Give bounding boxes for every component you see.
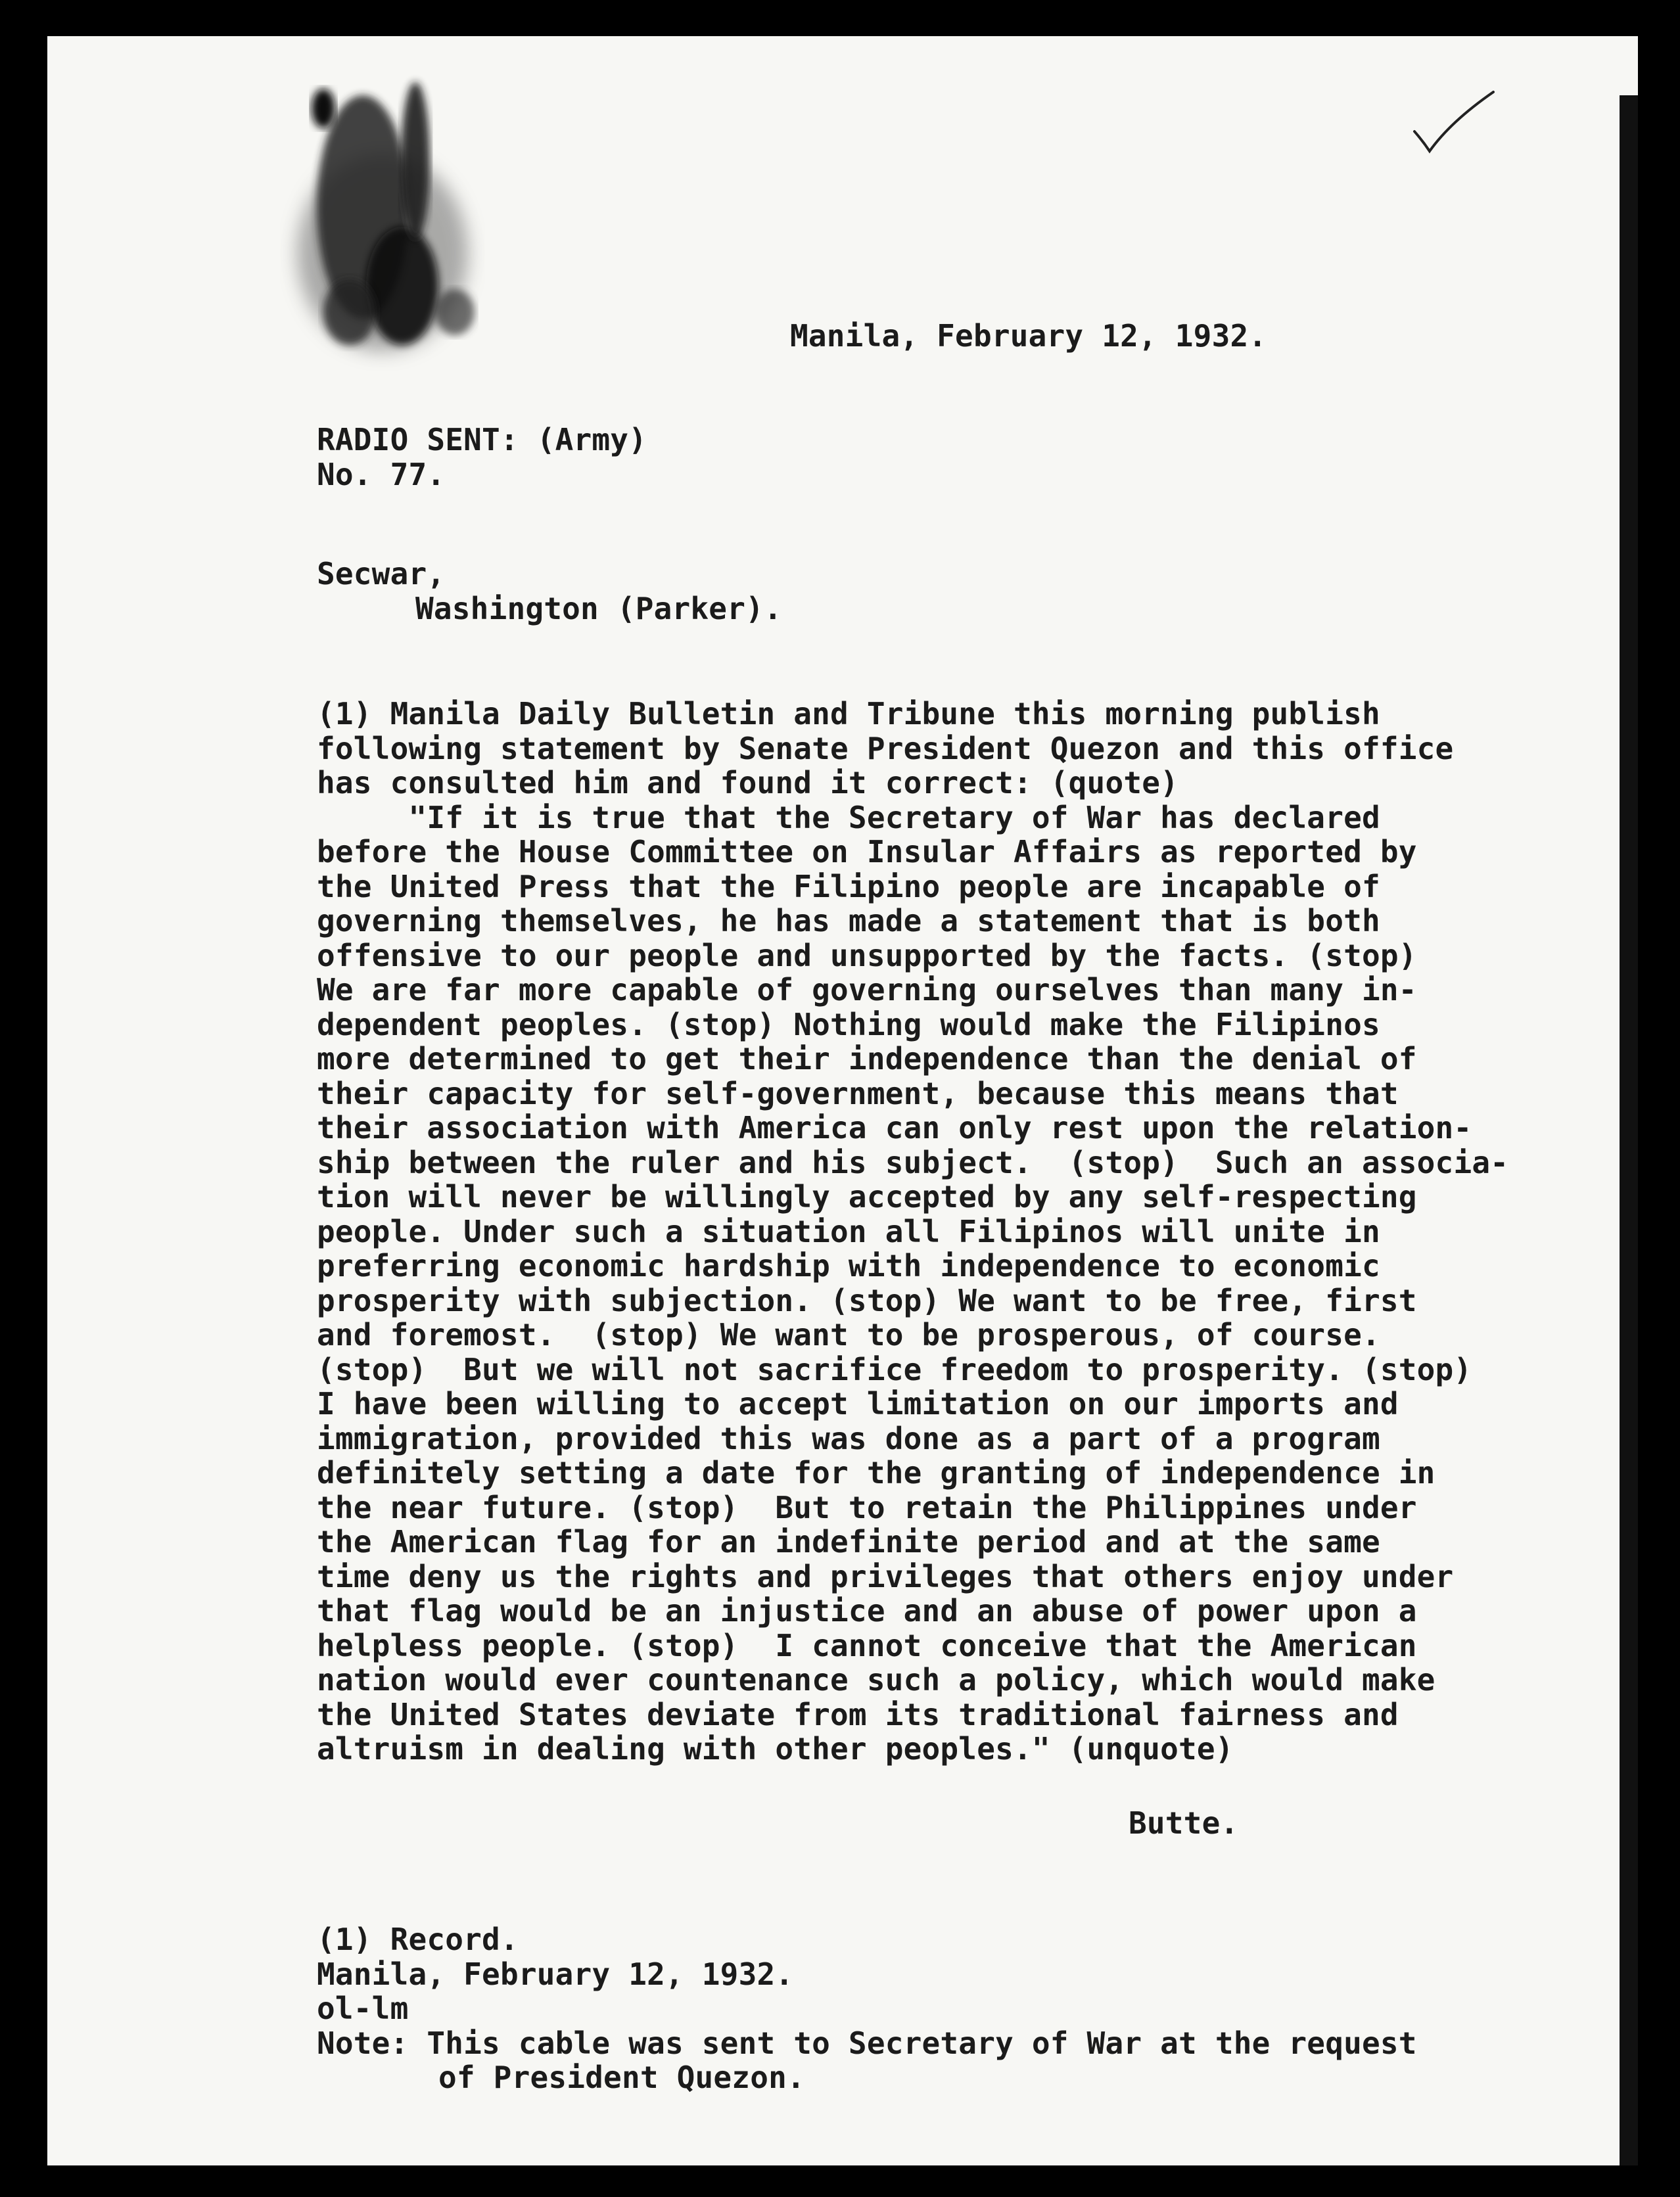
message-body: [317, 697, 1508, 1767]
body-line: prosperity with subjection. (stop) We want to be free, first: [317, 1282, 1417, 1318]
body-line: and foremost. (stop) We want to be prosperous, of course.: [317, 1317, 1380, 1353]
body-line: more determined to get their independence than the denial of: [317, 1041, 1417, 1076]
letter-date: Manila, February 12, 1932.: [790, 318, 1267, 354]
radio-sent-line: RADIO SENT: (Army): [317, 422, 647, 457]
body-line: definitely setting a date for the granting of independence in: [317, 1455, 1435, 1491]
ink-stain: [245, 36, 507, 378]
message-number: No. 77.: [317, 456, 446, 492]
body-line: their association with America can only rest upon the relation-: [317, 1110, 1472, 1145]
footer-date: Manila, February 12, 1932.: [317, 1956, 794, 1992]
body-line: the United Press that the Filipino people are incapable of: [317, 868, 1380, 904]
body-line: that flag would be an injustice and an abuse of power upon a: [317, 1593, 1417, 1629]
body-line: their capacity for self-government, because this means that: [317, 1075, 1399, 1111]
signature: Butte.: [1129, 1805, 1239, 1841]
note-line-1: Note: This cable was sent to Secretary of War at the request: [317, 2025, 1417, 2061]
record-line: (1) Record.: [317, 1922, 519, 1957]
body-line: helpless people. (stop) I cannot conceive that the American: [317, 1627, 1417, 1663]
body-line: I have been willing to accept limitation on our imports and: [317, 1386, 1399, 1422]
body-line: immigration, provided this was done as a part of a program: [317, 1420, 1380, 1456]
body-line: altruism in dealing with other peoples." (unquote): [317, 1731, 1234, 1767]
addressee: [317, 557, 782, 626]
body-line: the near future. (stop) But to retain the Philippines under: [317, 1489, 1417, 1525]
body-line: offensive to our people and unsupported by the facts. (stop): [317, 937, 1417, 973]
body-line: people. Under such a situation all Filipinos will unite in: [317, 1213, 1380, 1249]
body-line: governing themselves, he has made a statement that is both: [317, 903, 1380, 938]
body-line: We are far more capable of governing ourselves than many in-: [317, 972, 1417, 1007]
body-line: ship between the ruler and his subject. (stop) Such an associa-: [317, 1144, 1509, 1180]
note-line-2: of President Quezon.: [438, 2060, 805, 2095]
document-page: [47, 36, 1638, 2165]
body-line: has consulted him and found it correct: (quote): [317, 765, 1179, 800]
body-line: (1) Manila Daily Bulletin and Tribune this morning publish: [317, 696, 1380, 731]
body-line: time deny us the rights and privileges that others enjoy under: [317, 1558, 1454, 1594]
body-line: following statement by Senate President Quezon and this office: [317, 730, 1454, 766]
body-line: nation would ever countenance such a policy, which would make: [317, 1662, 1435, 1698]
body-line: preferring economic hardship with independence to economic: [317, 1248, 1380, 1284]
filing-footer: [317, 1922, 1417, 2095]
file-code: ol-lm: [317, 1991, 409, 2026]
body-line: "If it is true that the Secretary of War has declared: [317, 799, 1380, 835]
handwritten-checkmark-icon: [1411, 89, 1497, 174]
addressee-line-1: Secwar,: [317, 556, 446, 591]
body-line: dependent peoples. (stop) Nothing would make the Filipinos: [317, 1006, 1380, 1042]
body-line: the United States deviate from its traditional fairness and: [317, 1696, 1399, 1732]
message-header: [317, 423, 647, 492]
body-line: tion will never be willingly accepted by any self-respecting: [317, 1179, 1417, 1214]
addressee-line-2: Washington (Parker).: [415, 590, 782, 626]
body-line: (stop) But we will not sacrifice freedom to prosperity. (stop): [317, 1351, 1472, 1387]
page-shadow-edge: [1620, 95, 1638, 2165]
body-line: before the House Committee on Insular Affairs as reported by: [317, 834, 1417, 869]
body-line: the American flag for an indefinite period and at the same: [317, 1524, 1380, 1560]
